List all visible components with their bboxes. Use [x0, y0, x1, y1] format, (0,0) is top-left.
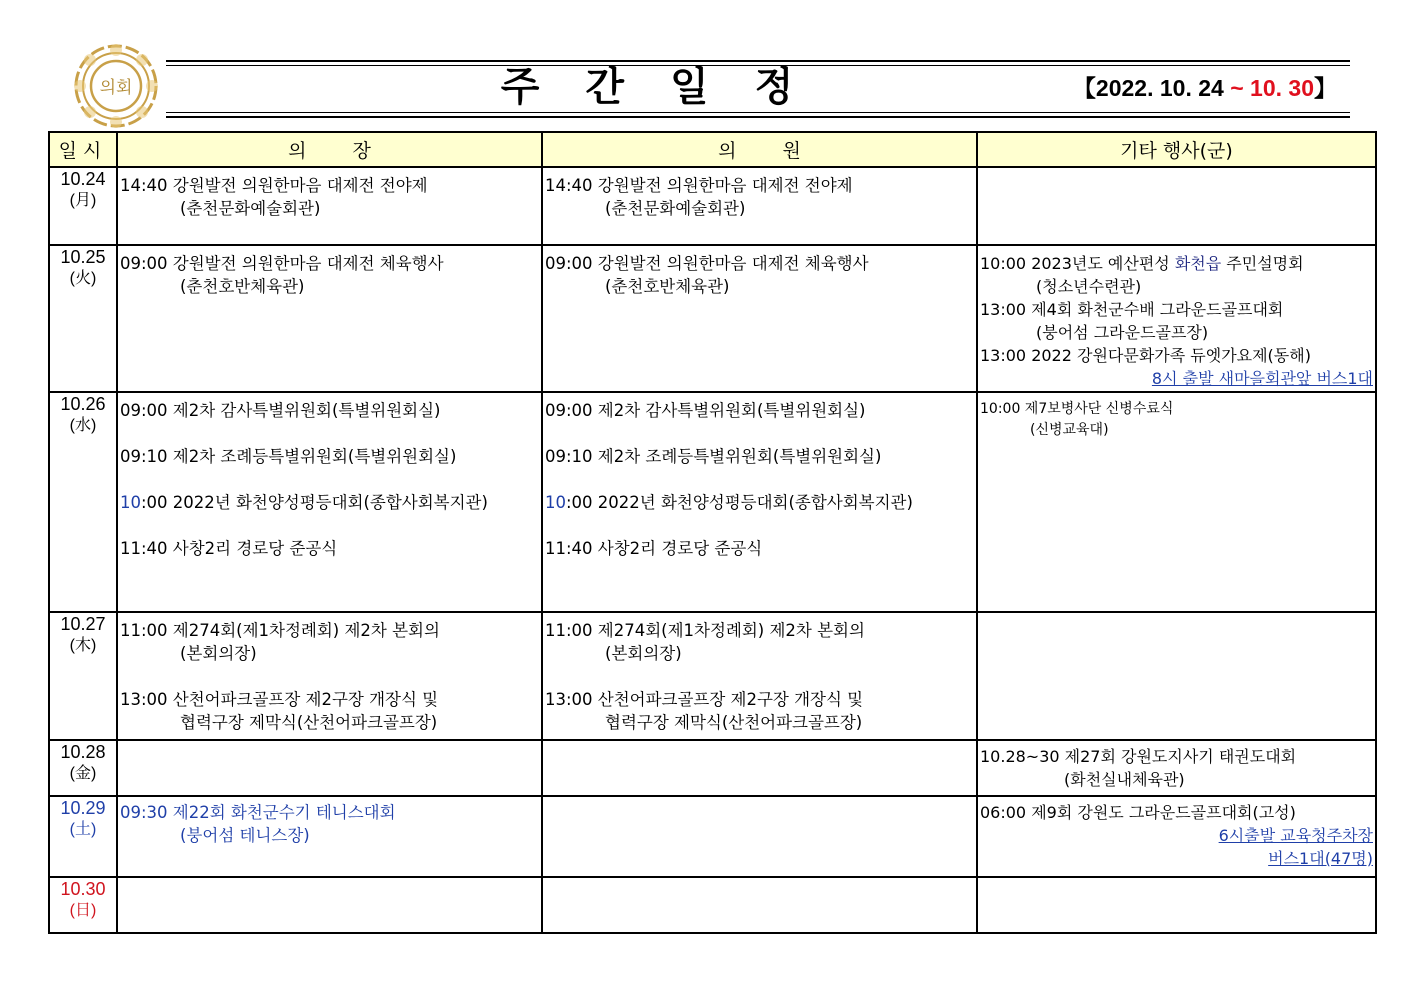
member-cell — [542, 612, 977, 740]
event — [120, 491, 539, 514]
event-text: 09:00 제2차 감사특별위원회(특별위원회실) — [120, 401, 441, 420]
table-row — [49, 245, 1376, 392]
event-location: (신병교육대) — [1030, 422, 1109, 438]
event-location: (화천실내체육관) — [1064, 770, 1185, 789]
event-highlight: 10 — [120, 493, 141, 512]
table-row — [49, 740, 1376, 796]
event-text: :00 2022년 화천양성평등대회(종합사회복지관) — [141, 493, 488, 512]
other-cell — [977, 877, 1376, 933]
event-text: 10:00 제7보병사단 신병수료식 — [980, 401, 1174, 417]
event-text: 11:00 제274회(제1차정례회) 제2차 본회의 — [120, 621, 440, 640]
day-of-week: (金) — [69, 765, 97, 782]
weekly-schedule-table — [48, 131, 1377, 934]
date: 10.28 — [60, 742, 106, 762]
council-emblem — [70, 40, 162, 132]
member-cell — [542, 740, 977, 796]
event-text: 06:00 제9회 강원도 그라운드골프대회(고성) — [980, 803, 1296, 822]
event-text: :00 2022년 화천양성평등대회(종합사회복지관) — [566, 493, 913, 512]
event — [545, 252, 974, 298]
table-header-row — [49, 132, 1376, 167]
bus-info-link[interactable]: 6시출발 교육청주차장 — [1218, 826, 1373, 845]
day-cell — [49, 392, 117, 612]
bus-info-link[interactable]: 8시 출발 새마을회관앞 버스1대 — [1151, 369, 1373, 388]
event-highlight: 화천읍 — [1174, 254, 1222, 273]
event-text: 13:00 제4회 화천군수배 그라운드골프대회 — [980, 300, 1284, 319]
event-text: 14:40 강원발전 의원한마음 대제전 전야제 — [545, 176, 853, 195]
period-end: 10. 30 — [1243, 75, 1314, 101]
column-header-member: 의 원 — [542, 132, 977, 167]
event — [980, 252, 1373, 298]
day-of-week: (月) — [69, 192, 97, 209]
event-location: (춘천문화예술회관) — [180, 199, 321, 218]
event-location: (춘천호반체육관) — [605, 277, 730, 296]
event — [545, 174, 974, 220]
bus-info-link[interactable]: 버스1대(47명) — [1268, 849, 1373, 868]
table-row — [49, 167, 1376, 245]
day-cell — [49, 612, 117, 740]
event-location: (붕어섬 그라운드골프장) — [1036, 323, 1209, 342]
chair-cell — [117, 245, 542, 392]
member-cell — [542, 392, 977, 612]
date: 10.24 — [60, 169, 106, 189]
date: 10.26 — [60, 394, 106, 414]
event — [120, 537, 539, 560]
event — [120, 174, 539, 220]
event-text: 14:40 강원발전 의원한마음 대제전 전야제 — [120, 176, 428, 195]
event — [980, 344, 1373, 390]
event — [545, 491, 974, 514]
column-header-other: 기타 행사(군) — [977, 132, 1376, 167]
event — [980, 399, 1373, 441]
emblem-text: 의회 — [99, 78, 133, 98]
event-text: 09:30 제22회 화천군수기 테니스대회 — [120, 803, 396, 822]
event — [980, 745, 1373, 791]
day-of-week: (土) — [69, 821, 97, 838]
date: 10.27 — [60, 614, 106, 634]
event — [120, 252, 539, 298]
event — [545, 537, 974, 560]
event-location: (본회의장) — [605, 644, 682, 663]
event-text: 11:40 사창2리 경로당 준공식 — [545, 539, 763, 558]
page-title: 주간일정 — [500, 64, 840, 110]
event — [120, 399, 539, 422]
event — [980, 298, 1373, 344]
period-close: 】 — [1314, 75, 1337, 101]
schedule-period — [1073, 70, 1337, 106]
column-header-chair: 의 장 — [117, 132, 542, 167]
day-cell — [49, 877, 117, 933]
event — [120, 801, 539, 847]
event-text: 주민설명회 — [1221, 254, 1304, 273]
event-location: (춘천호반체육관) — [180, 277, 305, 296]
event — [120, 619, 539, 665]
title-rule-bottom-thin — [166, 112, 1350, 113]
other-cell — [977, 392, 1376, 612]
member-cell — [542, 167, 977, 245]
event — [545, 445, 974, 468]
event-location: (춘천문화예술회관) — [605, 199, 746, 218]
day-of-week: (木) — [69, 637, 97, 654]
event-text: 10:00 2023년도 예산편성 — [980, 254, 1175, 273]
member-cell — [542, 877, 977, 933]
day-cell — [49, 167, 117, 245]
date: 10.29 — [60, 798, 106, 818]
chair-cell — [117, 877, 542, 933]
day-cell — [49, 740, 117, 796]
chair-cell — [117, 167, 542, 245]
event-text: 09:00 강원발전 의원한마음 대제전 체육행사 — [120, 254, 444, 273]
day-cell — [49, 245, 117, 392]
table-row — [49, 612, 1376, 740]
event-text: 11:40 사창2리 경로당 준공식 — [120, 539, 338, 558]
other-cell — [977, 612, 1376, 740]
event-text: 13:00 2022 강원다문화가족 듀엣가요제(동해) — [980, 346, 1311, 365]
event-text: 09:10 제2차 조례등특별위원회(특별위원회실) — [120, 447, 457, 466]
table-row — [49, 877, 1376, 933]
event-text: 09:10 제2차 조례등특별위원회(특별위원회실) — [545, 447, 882, 466]
event — [545, 619, 974, 665]
day-of-week: (火) — [69, 270, 97, 287]
day-of-week: (日) — [69, 902, 97, 919]
event-highlight: 10 — [545, 493, 566, 512]
member-cell — [542, 245, 977, 392]
day-cell — [49, 796, 117, 877]
event-text: 13:00 산천어파크골프장 제2구장 개장식 및 — [120, 690, 439, 709]
other-cell — [977, 740, 1376, 796]
table-row — [49, 796, 1376, 877]
event-text: 13:00 산천어파크골프장 제2구장 개장식 및 — [545, 690, 864, 709]
other-cell — [977, 796, 1376, 877]
event-location: (본회의장) — [180, 644, 257, 663]
event-location: (청소년수련관) — [1036, 277, 1142, 296]
period-open: 【2022. 10. 24 — [1072, 75, 1231, 101]
event-text: 09:00 제2차 감사특별위원회(특별위원회실) — [545, 401, 866, 420]
member-cell — [542, 796, 977, 877]
other-cell — [977, 167, 1376, 245]
date: 10.30 — [60, 879, 106, 899]
event-text: 11:00 제274회(제1차정례회) 제2차 본회의 — [545, 621, 865, 640]
date: 10.25 — [60, 247, 106, 267]
event — [120, 445, 539, 468]
event — [120, 688, 539, 734]
event-location: 협력구장 제막식(산천어파크골프장) — [180, 713, 438, 732]
column-header-day: 일시 — [49, 132, 117, 167]
event-text: 09:00 강원발전 의원한마음 대제전 체육행사 — [545, 254, 869, 273]
other-cell — [977, 245, 1376, 392]
event — [545, 688, 974, 734]
event — [980, 801, 1373, 870]
event-text: 10.28~30 제27회 강원도지사기 태권도대회 — [980, 747, 1297, 766]
title-rule-bottom — [166, 116, 1350, 118]
period-tilde: ~ — [1230, 75, 1244, 101]
event-location: 협력구장 제막식(산천어파크골프장) — [605, 713, 863, 732]
event — [545, 399, 974, 422]
chair-cell — [117, 612, 542, 740]
table-row — [49, 392, 1376, 612]
day-of-week: (水) — [69, 417, 97, 434]
chair-cell — [117, 796, 542, 877]
chair-cell — [117, 392, 542, 612]
chair-cell — [117, 740, 542, 796]
event-location: (붕어섬 테니스장) — [180, 826, 310, 845]
